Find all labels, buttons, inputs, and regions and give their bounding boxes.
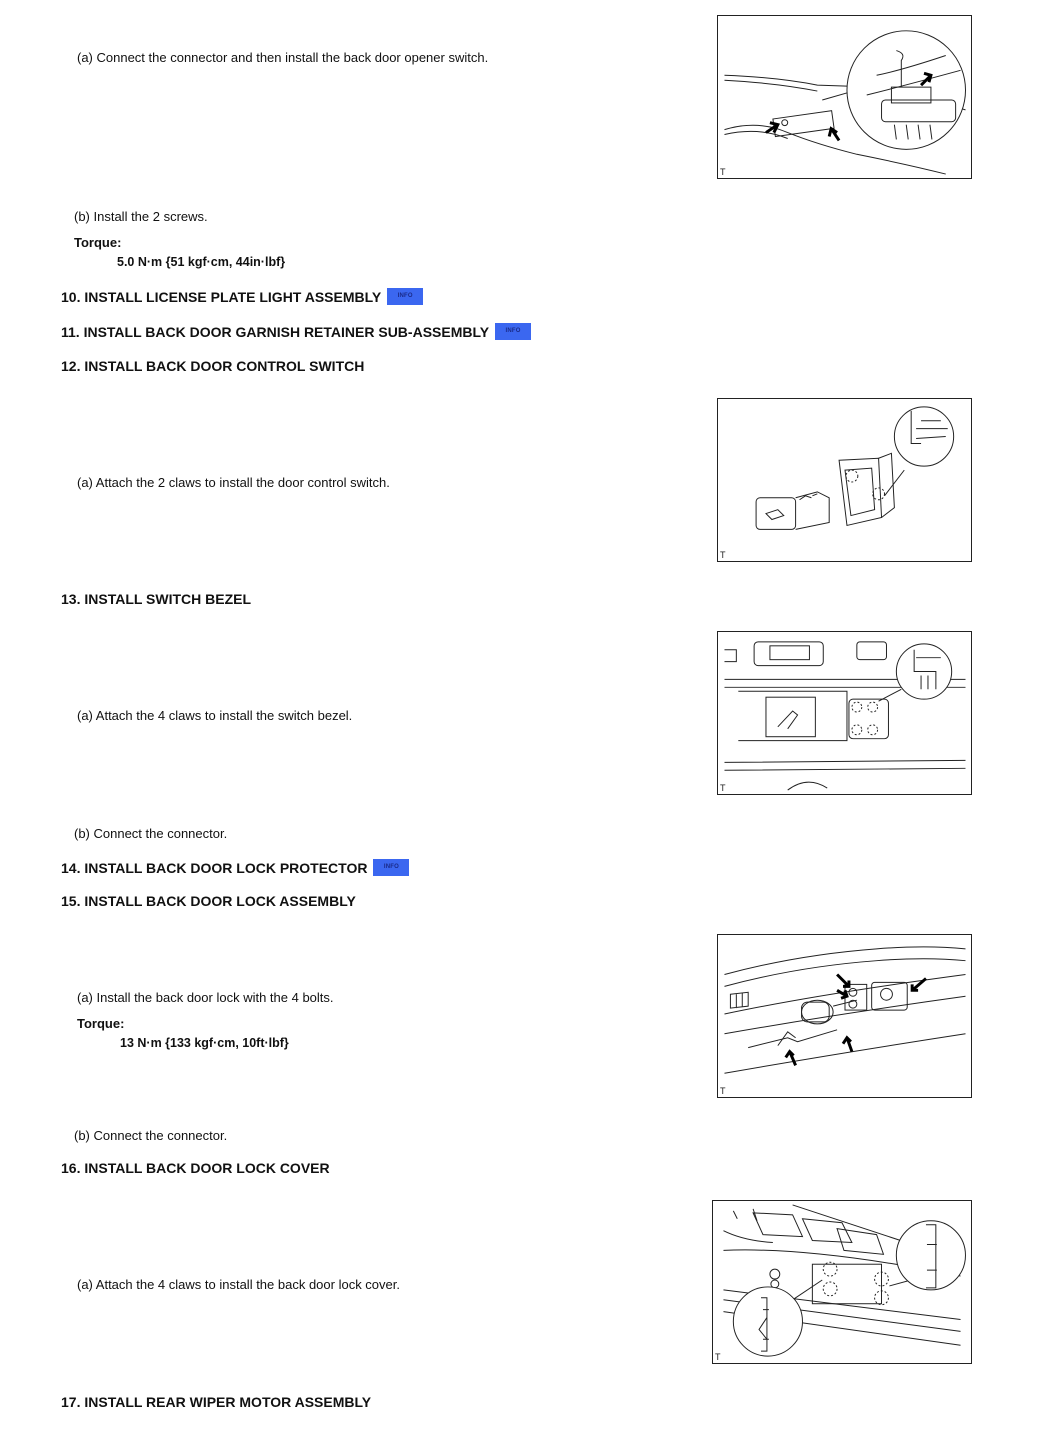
- figure-label: T: [720, 783, 726, 793]
- step-text: (a) Connect the connector and then install the back door opener switch.: [77, 50, 489, 65]
- section-heading-17: 17. INSTALL REAR WIPER MOTOR ASSEMBLY: [61, 1394, 372, 1410]
- door-control-switch-illustration: [717, 398, 972, 562]
- torque-value: 13 N·m {133 kgf·cm, 10ft·lbf}: [120, 1036, 289, 1050]
- step-text: (a) Attach the 4 claws to install the switch bezel.: [77, 708, 353, 723]
- figure-label: T: [720, 1086, 726, 1096]
- heading-text: 11. INSTALL BACK DOOR GARNISH RETAINER SUB-ASSEMBLY: [61, 324, 490, 340]
- figure-label: T: [720, 167, 726, 177]
- section-heading-12: 12. INSTALL BACK DOOR CONTROL SWITCH: [61, 358, 365, 374]
- figure-label: T: [715, 1352, 721, 1362]
- heading-text: 14. INSTALL BACK DOOR LOCK PROTECTOR: [61, 860, 368, 876]
- section-heading-16: 16. INSTALL BACK DOOR LOCK COVER: [61, 1160, 330, 1176]
- back-door-opener-switch-illustration: [717, 15, 972, 179]
- step-text: (a) Attach the 4 claws to install the back door lock cover.: [77, 1277, 400, 1292]
- section-heading-15: 15. INSTALL BACK DOOR LOCK ASSEMBLY: [61, 893, 356, 909]
- heading-text: 10. INSTALL LICENSE PLATE LIGHT ASSEMBLY: [61, 289, 382, 305]
- figure-label: T: [720, 550, 726, 560]
- section-heading-11: [61, 324, 531, 342]
- step-text: (a) Install the back door lock with the 4 bolts.: [77, 990, 334, 1005]
- step-text: (b) Connect the connector.: [74, 1128, 228, 1143]
- section-heading-14: [61, 860, 409, 878]
- section-heading-13: 13. INSTALL SWITCH BEZEL: [61, 591, 252, 607]
- info-button[interactable]: INFO: [387, 288, 423, 305]
- back-door-lock-illustration: [717, 934, 972, 1098]
- step-text: (a) Attach the 2 claws to install the door control switch.: [77, 475, 390, 490]
- torque-value: 5.0 N·m {51 kgf·cm, 44in·lbf}: [117, 255, 286, 269]
- torque-label: Torque:: [77, 1016, 125, 1031]
- switch-bezel-illustration: [717, 631, 972, 795]
- info-button[interactable]: INFO: [495, 323, 531, 340]
- back-door-lock-cover-illustration: [712, 1200, 972, 1364]
- section-heading-10: [61, 289, 423, 307]
- step-text: (b) Connect the connector.: [74, 826, 228, 841]
- step-text: (b) Install the 2 screws.: [74, 209, 208, 224]
- info-button[interactable]: INFO: [373, 859, 409, 876]
- torque-label: Torque:: [74, 235, 122, 250]
